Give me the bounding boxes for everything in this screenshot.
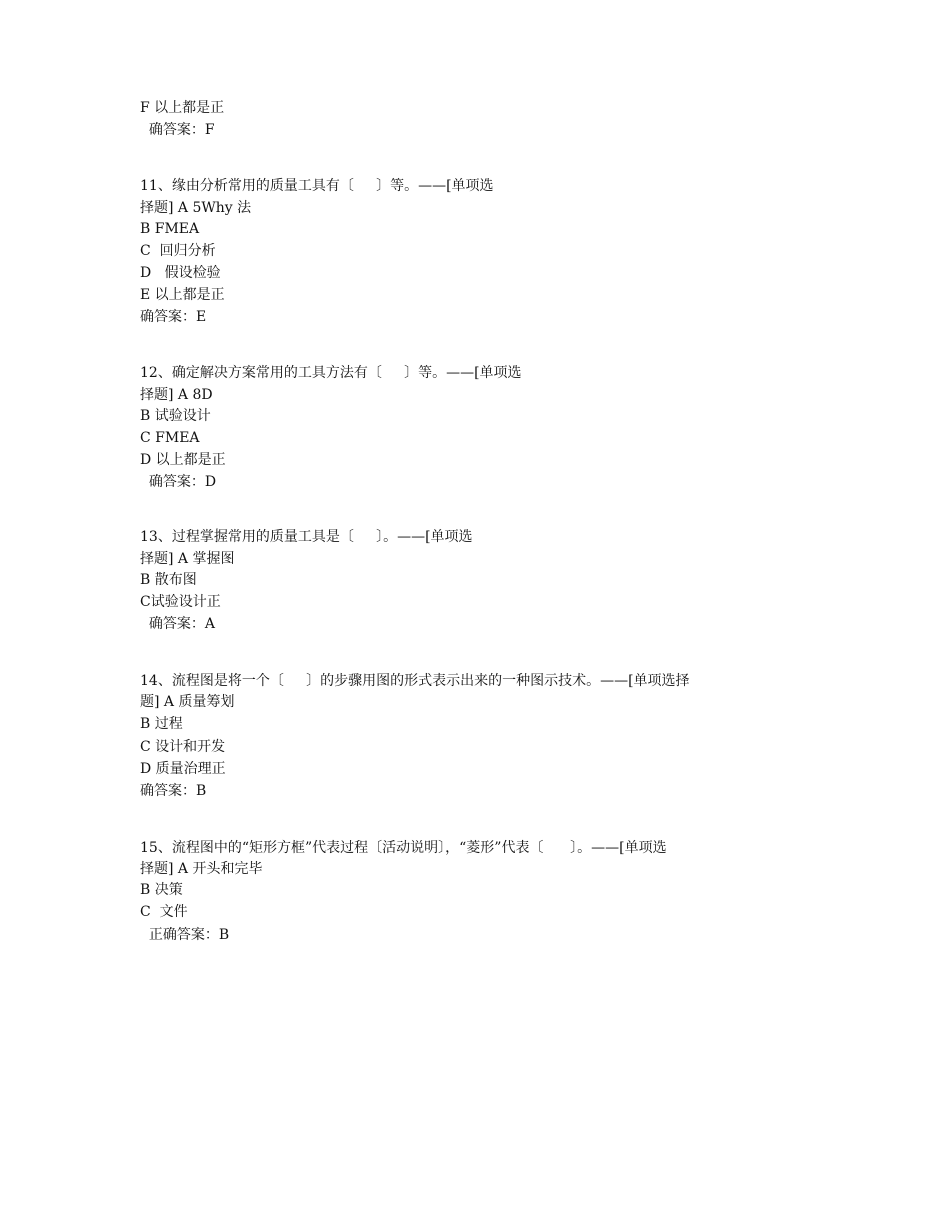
answer-q10: 确答案：F: [140, 122, 215, 138]
question-11-option-a: 择题] A 5Why 法: [140, 200, 252, 216]
answer-q12: 确答案：D: [140, 474, 217, 490]
answer-q13: 确答案：A: [140, 616, 216, 632]
question-11: 11、缘由分析常用的质量工具有〔 〕等。——[单项选: [140, 178, 494, 194]
question-12: 12、确定解决方案常用的工具方法有〔 〕等。——[单项选: [140, 365, 522, 381]
question-14-option-d: D 质量治理正: [140, 761, 226, 777]
question-12-option-b: B 试验设计: [140, 408, 211, 424]
question-15-option-c: C 文件: [140, 904, 188, 920]
question-11-option-e: E 以上都是正: [140, 287, 225, 303]
question-14-option-a: 题] A 质量筹划: [140, 694, 235, 710]
question-13-option-a: 择题] A 掌握图: [140, 551, 235, 567]
question-15-option-a: 择题] A 开头和完毕: [140, 861, 263, 877]
answer-q15: 正确答案：B: [140, 927, 230, 943]
question-14-option-b: B 过程: [140, 716, 183, 732]
option-f-q10: F 以上都是正: [140, 100, 225, 116]
question-12-option-c: C FMEA: [140, 430, 200, 446]
question-13-option-b: B 散布图: [140, 572, 197, 588]
question-13-option-c: C试验设计正: [140, 594, 221, 610]
question-15-option-b: B 决策: [140, 882, 183, 898]
question-14-option-c: C 设计和开发: [140, 739, 226, 755]
question-12-option-d: D 以上都是正: [140, 452, 226, 468]
question-12-option-a: 择题] A 8D: [140, 387, 213, 403]
answer-q14: 确答案：B: [140, 783, 207, 799]
answer-q11: 确答案：E: [140, 309, 207, 325]
question-11-option-b: B FMEA: [140, 221, 200, 237]
question-13: 13、过程掌握常用的质量工具是〔 〕。——[单项选: [140, 529, 473, 545]
question-11-option-d: D 假设检验: [140, 265, 221, 281]
question-15: 15、流程图中的“矩形方框”代表过程〔活动说明〕，“菱形”代表〔 〕。——[单项选: [140, 840, 667, 856]
question-11-option-c: C 回归分析: [140, 243, 216, 259]
question-14: 14、流程图是将一个〔 〕的步骤用图的形式表示出来的一种图示技术。——[单项选择: [140, 673, 690, 689]
